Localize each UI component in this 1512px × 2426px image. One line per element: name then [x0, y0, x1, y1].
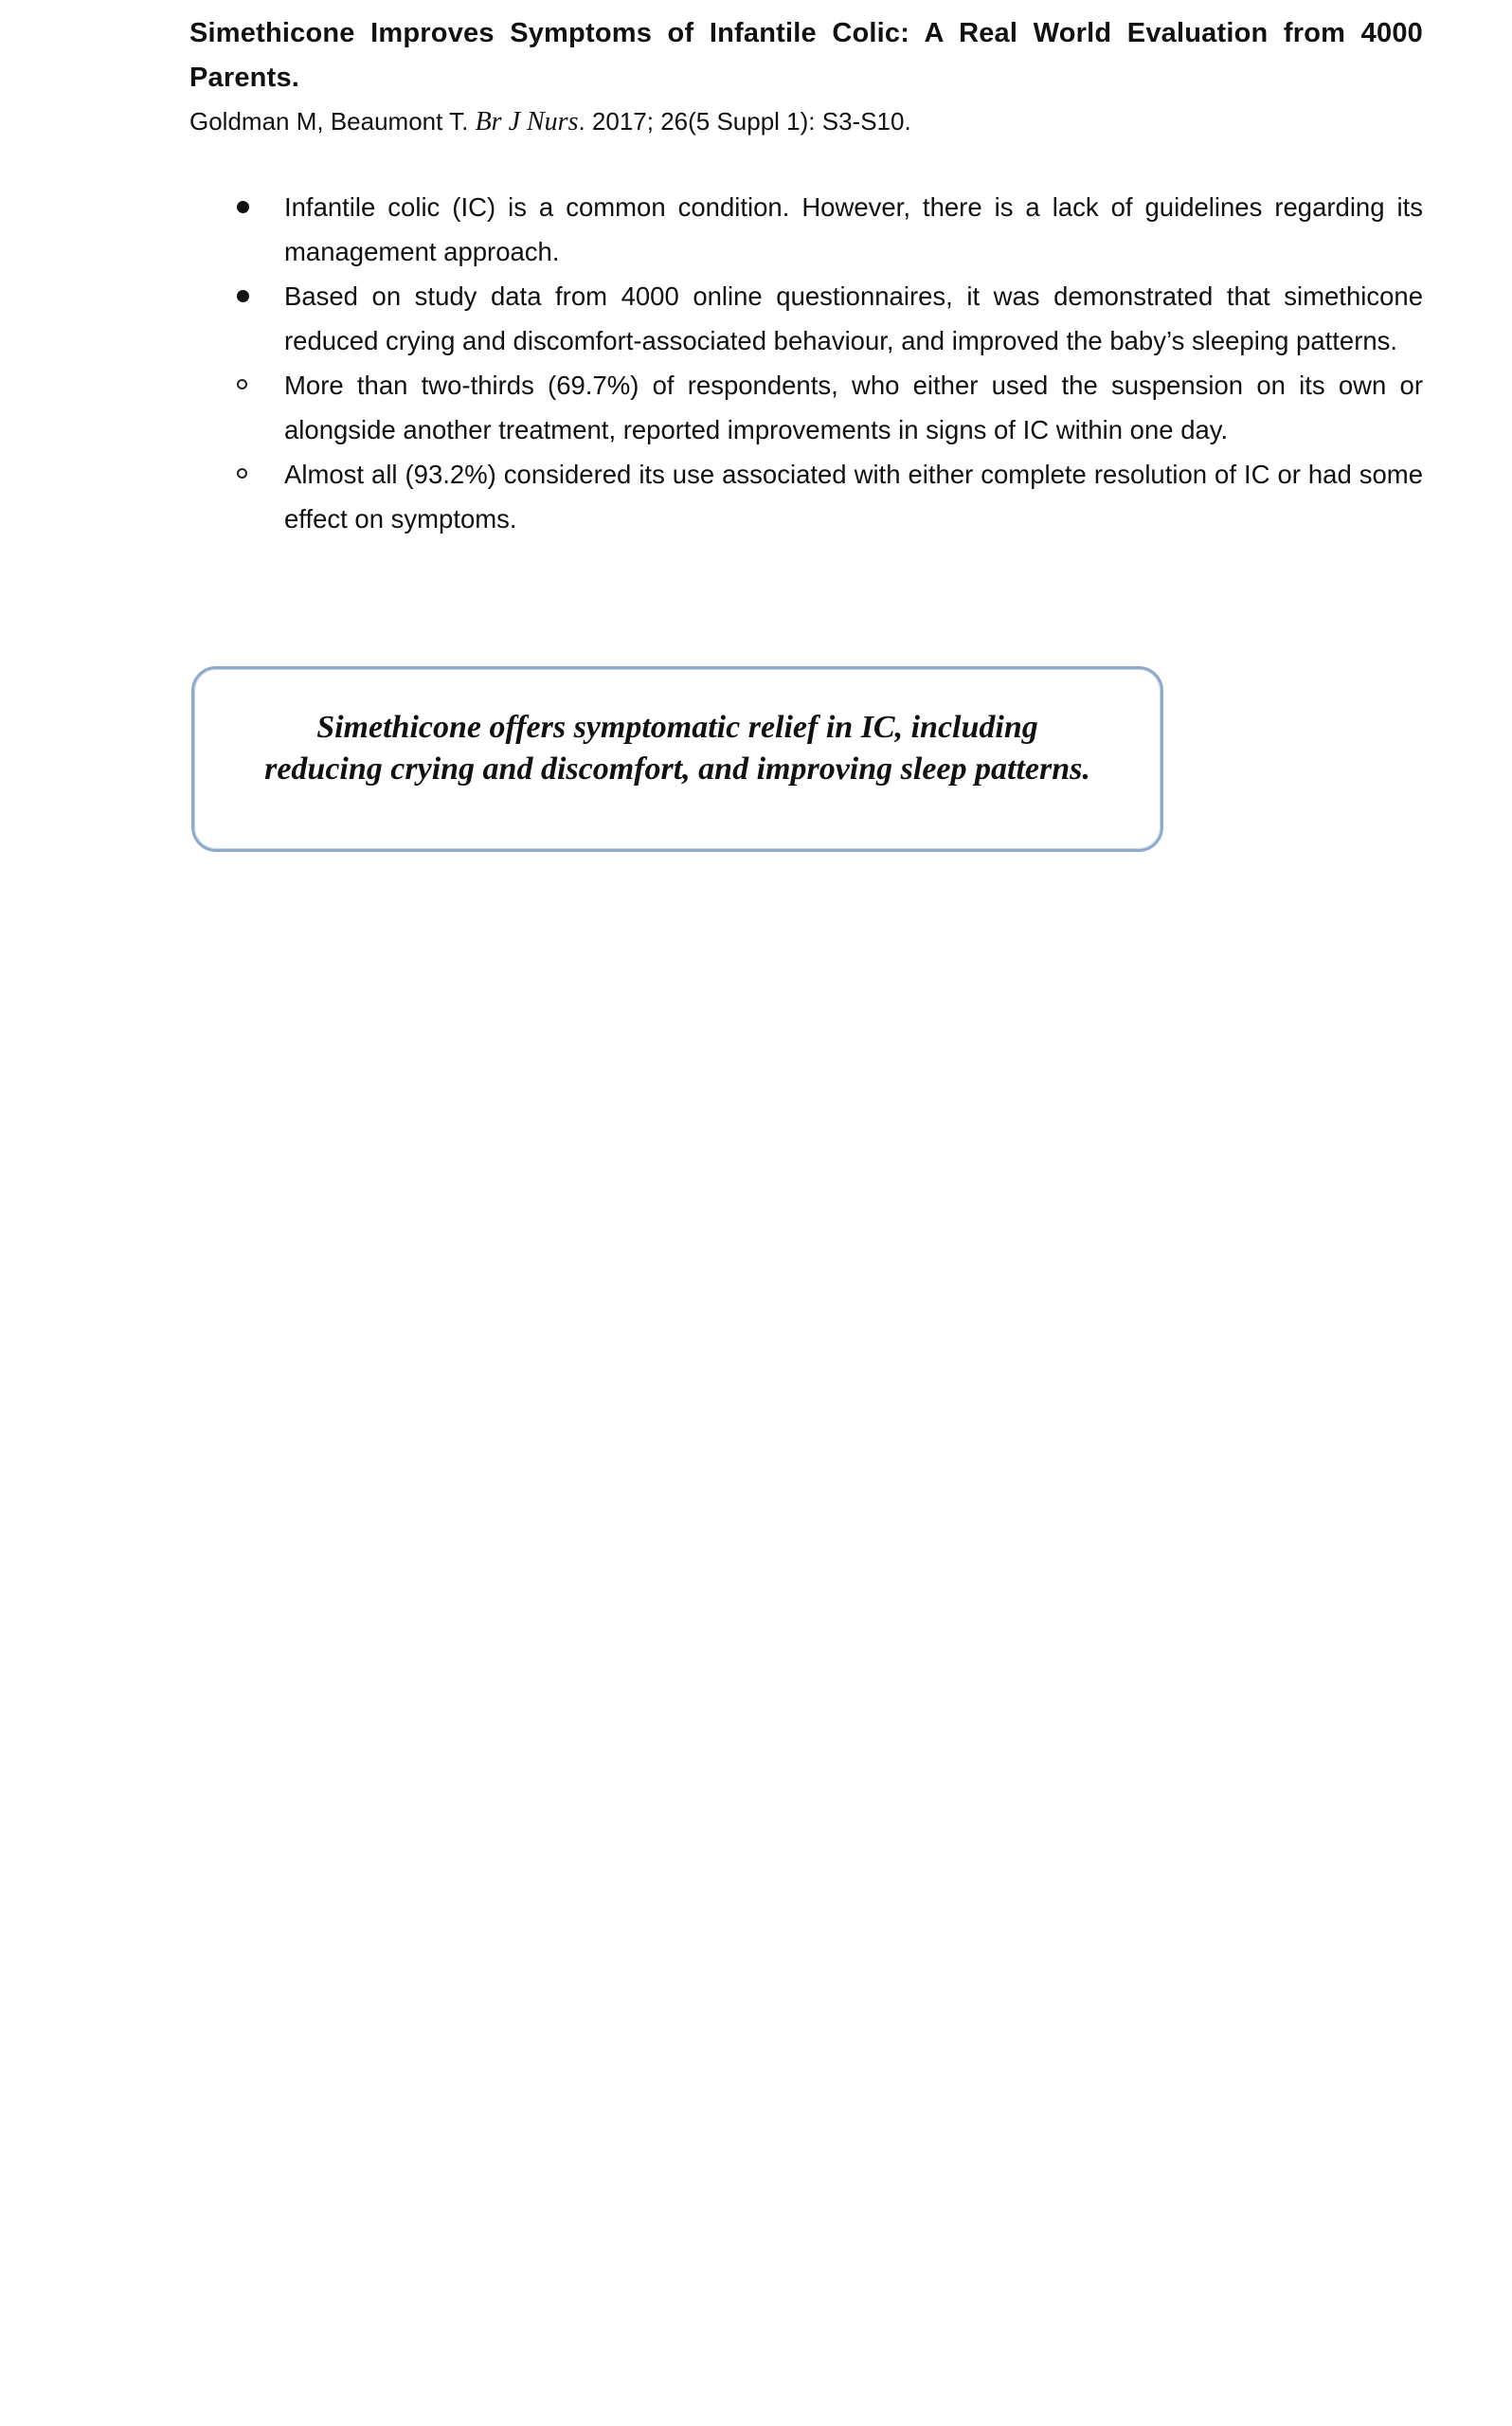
sub-bullet-text: Almost all (93.2%) considered its use associated with either complete resolution of IC or had some effect on symptoms. [284, 460, 1423, 534]
sub-bullet-item [189, 452, 1423, 541]
hollow-circle-bullet-icon [237, 468, 247, 479]
summary-bullet-list [189, 185, 1423, 363]
document-page [189, 0, 1423, 541]
sub-bullet-list [189, 363, 1423, 541]
bullet-dot-icon [237, 290, 249, 302]
bullet-item [189, 185, 1423, 274]
key-message-callout [191, 666, 1163, 852]
callout-text [264, 707, 1090, 790]
sub-bullet-text: More than two-thirds (69.7%) of respondents, who either used the suspension on its own or alongside another treatment, reported improvements in signs of IC within one day. [284, 371, 1423, 444]
article-title: Simethicone Improves Symptoms of Infantile Colic: A Real World Evaluation from 4000 Parents. [189, 18, 1423, 93]
bullet-item [189, 274, 1423, 363]
bullet-text: Infantile colic (IC) is a common condition. However, there is a lack of guidelines regarding its management approach. [284, 192, 1423, 266]
hollow-circle-bullet-icon [237, 379, 247, 389]
callout-line-2: reducing crying and discomfort, and improving sleep patterns. [264, 751, 1090, 787]
citation-authors: Goldman M, Beaumont T. [189, 107, 469, 136]
citation [189, 100, 1423, 143]
bullet-text: Based on study data from 4000 online questionnaires, it was demonstrated that simethicone reduced crying and discomfort-associated behaviour, and improved the baby’s sleeping patterns. [284, 281, 1423, 355]
sub-bullet-item [189, 363, 1423, 452]
citation-journal: Br J Nurs [475, 107, 579, 136]
bullet-dot-icon [237, 201, 249, 213]
callout-line-1: Simethicone offers symptomatic relief in IC, including [316, 710, 1038, 745]
citation-details: . 2017; 26(5 Suppl 1): S3-S10. [578, 107, 911, 136]
